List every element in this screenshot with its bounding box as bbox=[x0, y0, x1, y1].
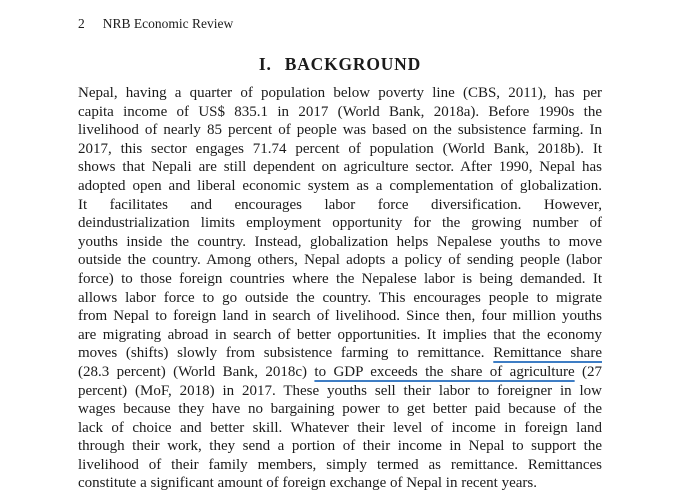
text-line bbox=[78, 289, 602, 308]
page-number: 2 bbox=[78, 16, 85, 31]
text-line bbox=[78, 437, 602, 456]
text-line bbox=[78, 400, 602, 419]
text-line bbox=[78, 121, 602, 140]
underlined-phrase: to GDP exceeds the share of agriculture bbox=[314, 363, 575, 380]
section-heading-text: BACKGROUND bbox=[284, 54, 422, 74]
text-segment: Nepal, having a quarter of population below poverty line (CBS, 2011), has per bbox=[78, 85, 602, 101]
text-segment: (28.3 percent) (World Bank, 2018c) bbox=[78, 363, 315, 380]
text-line bbox=[78, 474, 602, 493]
text-segment: shows that Nepali are still dependent on agriculture sector. After 1990, Nepal has bbox=[78, 159, 602, 176]
text-line bbox=[78, 307, 602, 326]
text-line bbox=[78, 456, 602, 475]
text-line bbox=[78, 84, 602, 103]
text-segment: deindustrialization limits employment opportunity for the growing number of bbox=[78, 215, 602, 232]
text-segment: (27 bbox=[574, 363, 602, 380]
text-line bbox=[78, 419, 602, 438]
text-segment: livelihood of their family members, simply termed as remittance. Remittances bbox=[78, 456, 602, 473]
text-line bbox=[78, 177, 602, 196]
text-segment: livelihood of nearly 85 percent of people was based on the subsistence farming. In bbox=[78, 122, 602, 139]
text-segment: outside the country. Among others, Nepal adopts a policy of sending people (labor bbox=[78, 252, 602, 269]
text-line bbox=[78, 196, 602, 215]
text-segment: force) to those foreign countries where the Nepalese labor is being demanded. It bbox=[78, 270, 602, 287]
text-line bbox=[78, 363, 602, 382]
running-header bbox=[78, 16, 233, 32]
text-line bbox=[78, 140, 602, 159]
text-segment: percent) (MoF, 2018) in 2017. These youths sell their labor to foreigner in low bbox=[78, 382, 602, 399]
text-segment: youths inside the country. Instead, globalization helps Nepalese youths to move bbox=[78, 233, 602, 250]
text-segment: allows labor force to go outside the country. This encourages people to migrate bbox=[78, 289, 602, 306]
text-segment: from Nepal to foreign land in search of livelihood. Since then, four million youths bbox=[78, 308, 602, 325]
section-numeral: I. bbox=[258, 54, 272, 74]
underlined-phrase: Remittance share bbox=[493, 345, 602, 362]
text-segment: 2017, this sector engages 71.74 percent of population (World Bank, 2018b). It bbox=[78, 140, 602, 157]
text-segment: wages because they have no bargaining power to get better paid because of the bbox=[78, 401, 602, 418]
text-line bbox=[78, 382, 602, 401]
text-line bbox=[78, 233, 602, 252]
text-line bbox=[78, 251, 602, 270]
text-segment: constitute a significant amount of foreign exchange of Nepal in recent years. bbox=[78, 475, 537, 492]
text-line bbox=[78, 103, 602, 122]
text-segment: adopted open and liberal economic system as a complementation of globalization. bbox=[78, 177, 602, 194]
text-line bbox=[78, 214, 602, 233]
text-line bbox=[78, 326, 602, 345]
text-line bbox=[78, 270, 602, 289]
section-heading bbox=[0, 54, 680, 74]
text-segment: through their work, they send a portion of their income in Nepal to support the bbox=[78, 438, 602, 455]
journal-title: NRB Economic Review bbox=[102, 16, 234, 31]
paragraph bbox=[78, 84, 602, 493]
text-line bbox=[78, 344, 602, 363]
text-segment: capita income of US$ 835.1 in 2017 (World Bank, 2018a). Before 1990s the bbox=[78, 103, 602, 120]
text-segment: It facilitates and encourages labor force diversification. However, bbox=[78, 196, 602, 213]
text-segment: are migrating abroad in search of better opportunities. It implies that the economy bbox=[78, 326, 602, 343]
text-line bbox=[78, 158, 602, 177]
text-segment: moves (shifts) slowly from subsistence farming to remittance. bbox=[78, 345, 494, 362]
text-segment: lack of choice and better skill. Whatever their level of income in foreign land bbox=[78, 419, 602, 436]
